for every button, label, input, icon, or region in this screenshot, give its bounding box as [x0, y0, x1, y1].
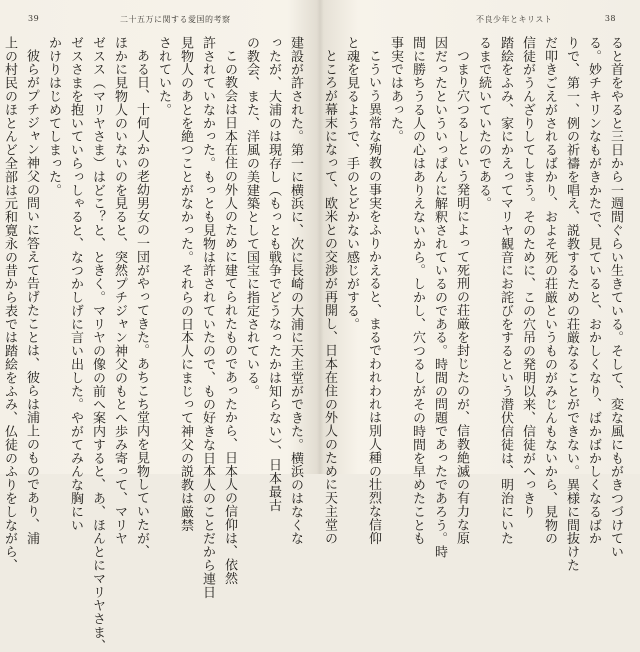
text-line: ある日、十何人かの老幼男女の一団がやってきた。あちこち堂内を見物していたが、 — [134, 49, 149, 559]
running-head: 不良少年とキリスト — [476, 15, 553, 24]
text-line: 許されていなかった。もっとも見物は許されていたので、もの好きな日本人のことだから連日 — [200, 36, 215, 599]
text-line: と魂を見るようで、手のとどかない感じがする。 — [344, 36, 359, 331]
text-line: るまで続いていたのである。 — [476, 36, 491, 211]
text-line: 踏絵をふみ、家にかえってマリヤ観音にお詫びをするという潜伏信徒は、明治にいた — [498, 36, 513, 546]
text-line: つまり穴つるしという発明によって死刑の荘厳を封じたのが、信教絶滅の有力な原 — [454, 49, 469, 545]
text-line: 上の村民のほとんど全部は元和寛永の昔から表では踏絵をふみ、仏徒のふりをしながら、 — [2, 36, 17, 572]
text-line: ほかに見物人のいないのを見ると、突然プチジャン神父のもとへ歩み寄って、マリヤ — [112, 36, 127, 546]
text-line: 間に勝ちうる人の心はありえないから。しかし、穴つるしがその時間を早めたことも — [410, 36, 425, 546]
text-line: の教会、また、洋風の美建築として国宝に指定されている。 — [244, 36, 259, 398]
text-line: 見物人のあとを絶つことがなかった。それらの日本人にまじって神父の説教は厳禁 — [178, 36, 193, 532]
text-line: かけりはじめてしまった。 — [46, 36, 61, 197]
page-number: 39 — [28, 14, 40, 23]
text-line: ゼスさまを抱いていらっしゃると、なつかしげに言い出した。やがてみんな胸にい — [68, 36, 83, 532]
body-text — [322, 36, 626, 572]
text-line: 建設が許された。第一に横浜に、次に長崎の大浦に天主堂ができた。横浜のはなくな — [288, 36, 303, 546]
text-line: こういう異常な殉教の事実をふりかえると、まるでわれわれは別人種の壮烈な信仰 — [366, 49, 381, 545]
running-head: 二十五万に関する愛国的考察 — [120, 15, 231, 24]
text-line: 信徒がうんざりしてしまう。そのために、この穴吊の発明以来、信徒がへっきり — [520, 36, 535, 519]
text-line: だ叩きごえがされるばかり、およそ死の荘厳というものがみじんもないから、見物の — [542, 36, 557, 546]
text-line: 事実ではあった。 — [388, 36, 403, 144]
text-line: る。妙チキリンなもがきかたで、見ていると、おかしくなり、ばかばかしくなるばか — [586, 36, 601, 546]
text-line: ゼスス（マリヤさま）はどこ？と、ときく。マリヤの像の前へ案内すると、あ、ほんとにマリヤさま、 — [90, 36, 105, 652]
text-line: ところが幕末になって、欧米との交渉が再開し、日本在住の外人のために天主堂の — [322, 49, 337, 545]
left-page — [0, 0, 318, 652]
text-line: ったが、大浦のは現存し（もっとも戦争でどうなったかは知らない）、日本最古 — [266, 36, 281, 512]
page-number: 38 — [604, 14, 616, 23]
text-line: りで、第一、例の祈禱を唱え、説教するための荘厳なることができない。異様に間抜けた — [564, 36, 579, 572]
right-page — [322, 0, 640, 572]
text-line: されていた。 — [156, 36, 171, 117]
text-line: 彼らがプチジャン神父の問いに答えて告げたことは、彼らは浦上のものであり、浦 — [24, 49, 39, 545]
body-text — [2, 36, 306, 652]
text-line: 因だったといういっぱんに解釈されているのである。時間の問題であったであろう。時 — [432, 36, 447, 559]
text-line: ると首をやると三日から一週間ぐらい生きている。そして、変な風にもがきつづけてい — [608, 36, 623, 559]
text-line: この教会は日本在住の外人のために建てられたものであったから、日本人の信仰は、依然 — [222, 49, 237, 585]
